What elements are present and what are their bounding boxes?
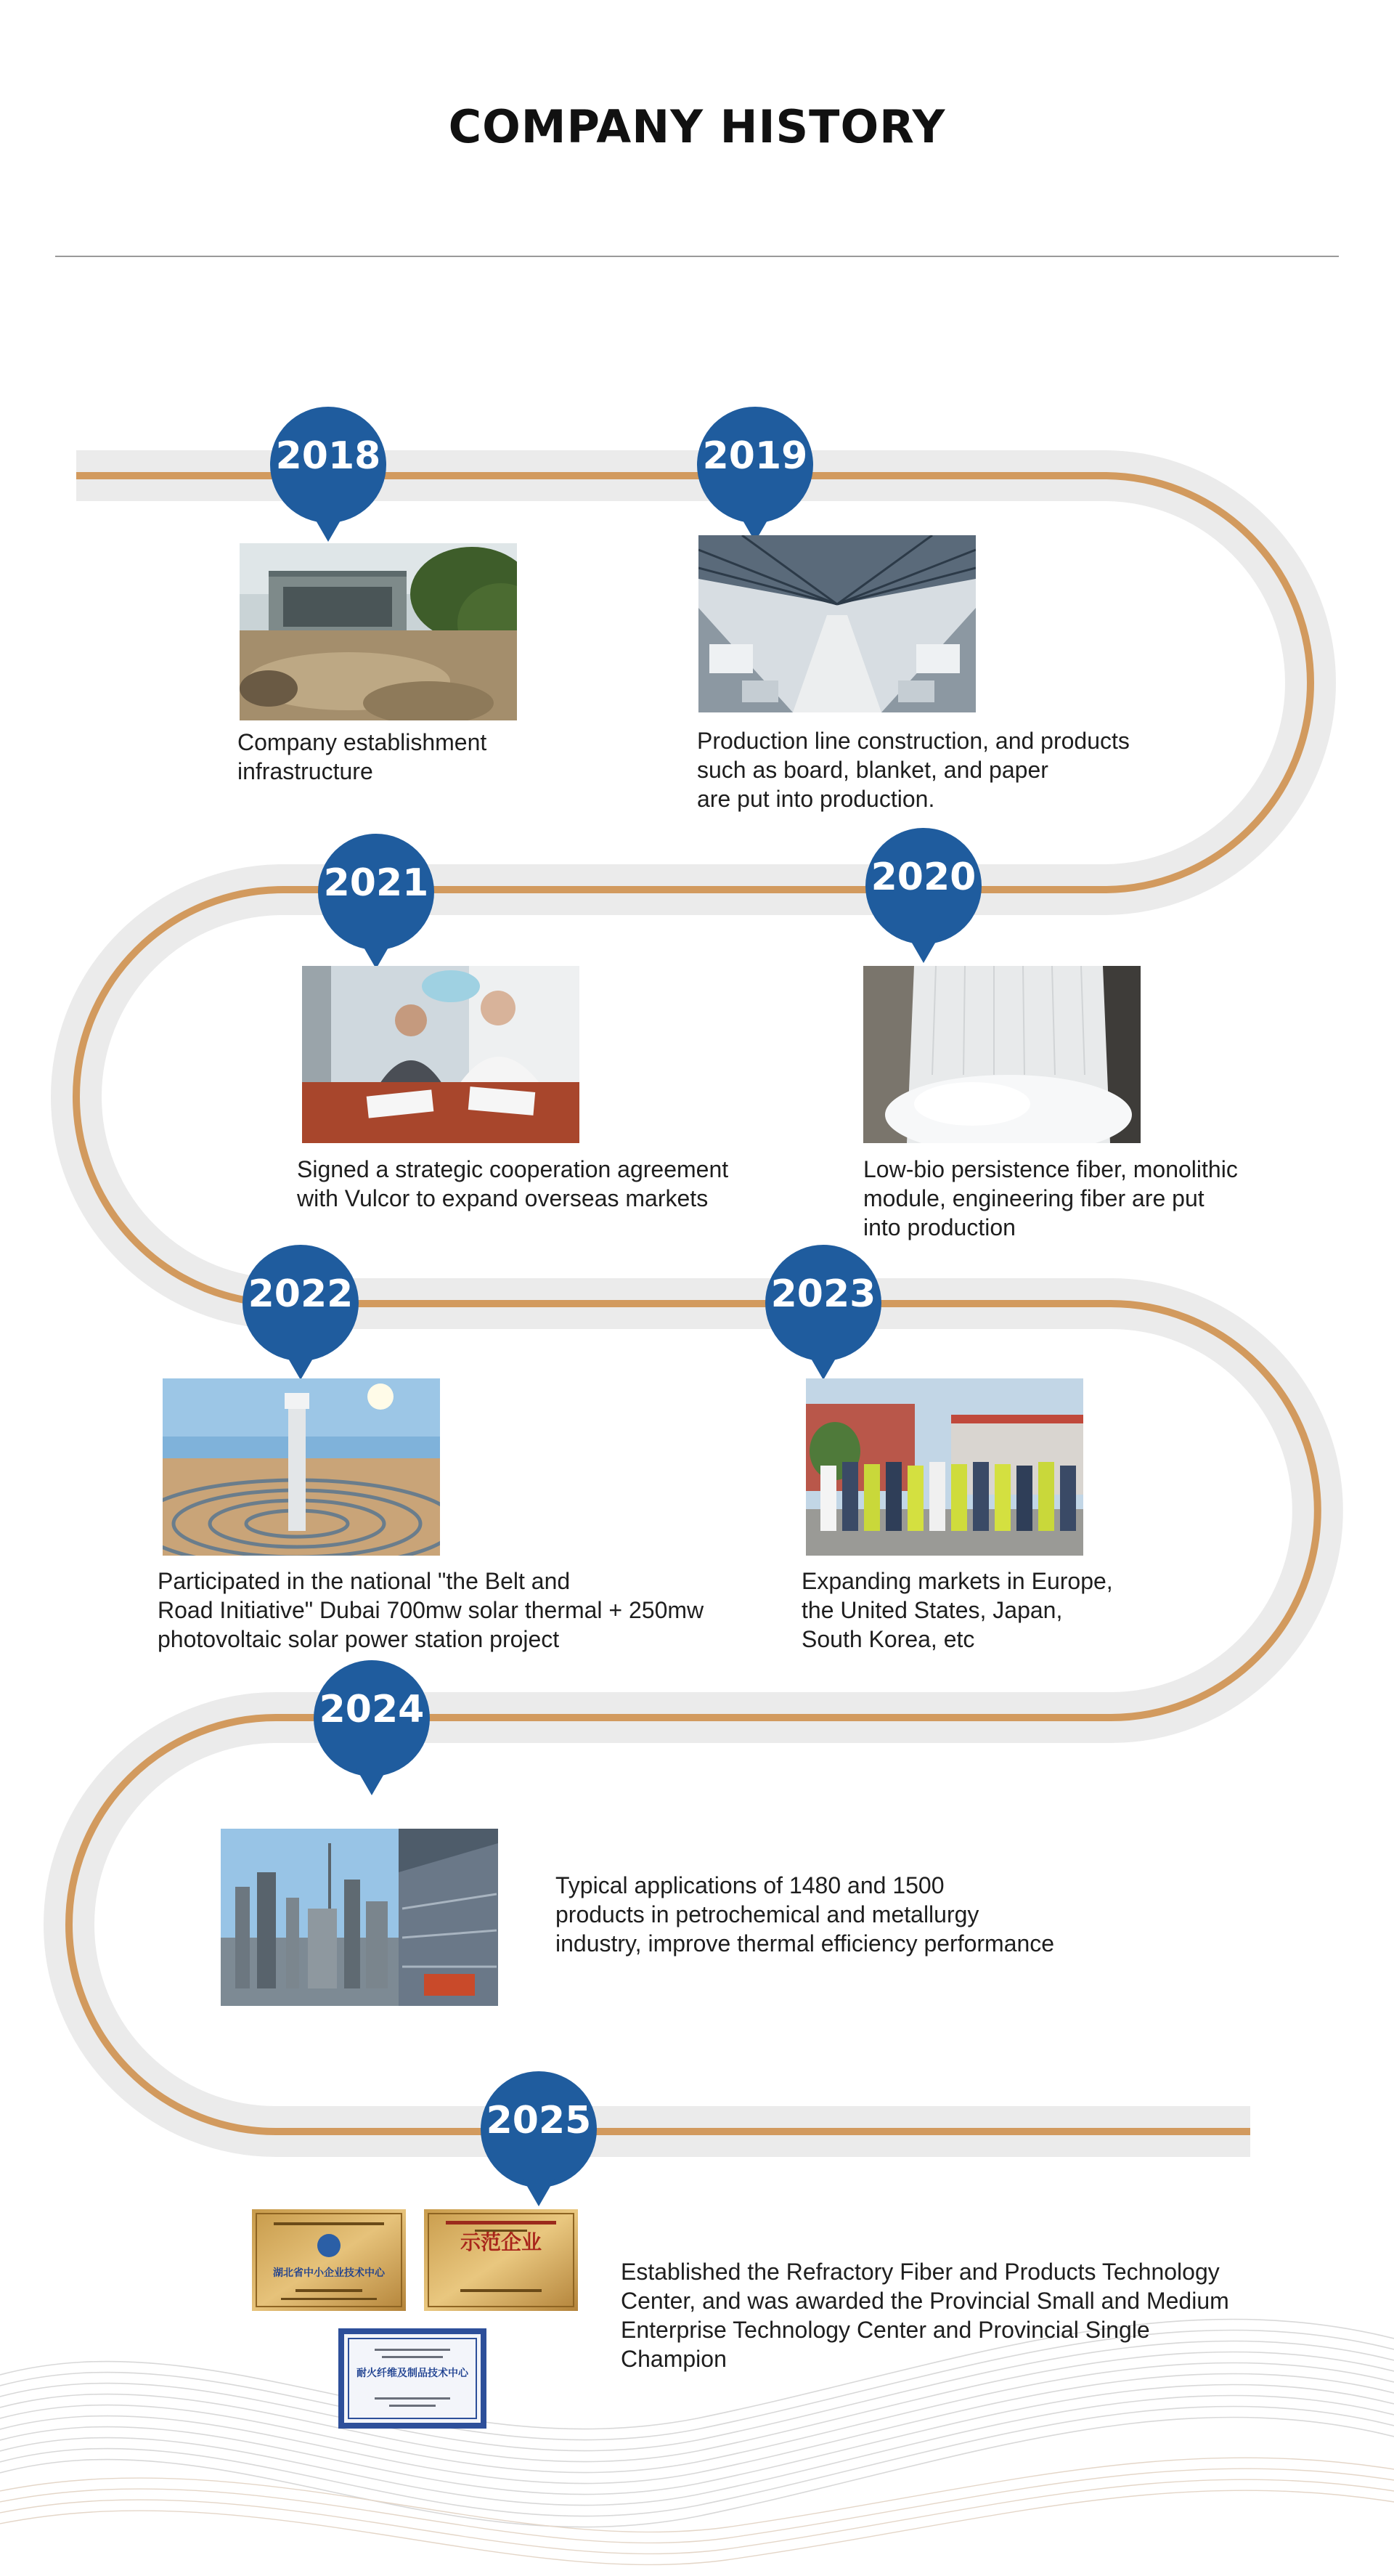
year-label: 2025 (486, 2099, 592, 2142)
milestone-text-2023 (802, 1567, 1113, 1654)
photo-solar-power-station (163, 1378, 440, 1556)
milestone-text-2024 (555, 1871, 1054, 1958)
milestone-text-2025 (621, 2257, 1229, 2373)
photo-production-line (698, 535, 976, 712)
text-line: Company establishment (237, 729, 487, 755)
pin-marker-icon (269, 405, 388, 554)
page-title: COMPANY HISTORY (448, 100, 946, 153)
year-pin-2024 (312, 1659, 431, 1808)
text-line: photovoltaic solar power station project (158, 1626, 560, 1652)
plaque-3-title: 耐火纤维及制品技术中心 (356, 2367, 468, 2378)
text-line: industry, improve thermal efficiency performance (555, 1930, 1055, 1957)
text-line: Low-bio persistence fiber, monolithic (863, 1156, 1238, 1182)
pin-marker-icon (764, 1243, 883, 1392)
photo-industrial-applications (221, 1829, 498, 2006)
pin-marker-icon (312, 1659, 431, 1808)
text-line: South Korea, etc (802, 1626, 975, 1652)
plaque-2-title: 示范企业 (460, 2230, 542, 2254)
year-label: 2020 (871, 856, 977, 899)
text-line: Typical applications of 1480 and 1500 (555, 1872, 945, 1898)
text-line: infrastructure (237, 758, 373, 784)
year-label: 2023 (770, 1272, 876, 1316)
year-label: 2022 (248, 1272, 354, 1316)
pin-marker-icon (241, 1243, 360, 1392)
year-pin-2023 (764, 1243, 883, 1392)
text-line: Production line construction, and products (697, 728, 1130, 754)
text-line: with Vulcor to expand overseas markets (297, 1185, 709, 1211)
photo-team-group (806, 1378, 1083, 1556)
text-line: products in petrochemical and metallurgy (555, 1901, 979, 1927)
year-label: 2021 (323, 861, 429, 905)
milestone-text-2021 (297, 1155, 728, 1213)
photo-signing-agreement (302, 966, 579, 1143)
year-pin-2018 (269, 405, 388, 554)
text-line: module, engineering fiber are put (863, 1185, 1205, 1211)
text-line: Champion (621, 2346, 727, 2372)
pin-marker-icon (696, 405, 815, 554)
photo-fiber-production (863, 966, 1141, 1143)
year-pin-2025 (479, 2070, 598, 2219)
milestone-text-2022 (158, 1567, 704, 1654)
milestone-text-2020 (863, 1155, 1238, 1242)
year-label: 2019 (702, 434, 808, 478)
text-line: Participated in the national "the Belt and (158, 1568, 571, 1594)
year-label: 2018 (275, 434, 381, 478)
text-line: into production (863, 1214, 1016, 1240)
text-line: Expanding markets in Europe, (802, 1568, 1113, 1594)
milestone-text-2019 (697, 726, 1130, 813)
year-pin-2019 (696, 405, 815, 554)
pin-marker-icon (864, 826, 983, 975)
year-pin-2022 (241, 1243, 360, 1392)
text-line: Road Initiative" Dubai 700mw solar thermal + 250mw (158, 1597, 704, 1623)
year-label: 2024 (319, 1688, 425, 1731)
text-line: the United States, Japan, (802, 1597, 1063, 1623)
pin-marker-icon (479, 2070, 598, 2219)
text-line: such as board, blanket, and paper (697, 757, 1048, 783)
text-line: Signed a strategic cooperation agreement (297, 1156, 729, 1182)
text-line: are put into production. (697, 786, 935, 812)
text-line: Enterprise Technology Center and Provincial Single (621, 2317, 1150, 2343)
year-pin-2020 (864, 826, 983, 975)
milestone-text-2018 (237, 728, 486, 786)
text-line: Center, and was awarded the Provincial Small and Medium (621, 2288, 1229, 2314)
plaque-1-title: 湖北省中小企业技术中心 (273, 2267, 385, 2278)
certificate-plaque-2 (424, 2209, 578, 2311)
pin-marker-icon (317, 832, 436, 981)
year-pin-2021 (317, 832, 436, 981)
certificate-plaque-1 (252, 2209, 406, 2311)
text-line: Established the Refractory Fiber and Products Technology (621, 2259, 1220, 2285)
photo-construction-site (240, 543, 517, 720)
